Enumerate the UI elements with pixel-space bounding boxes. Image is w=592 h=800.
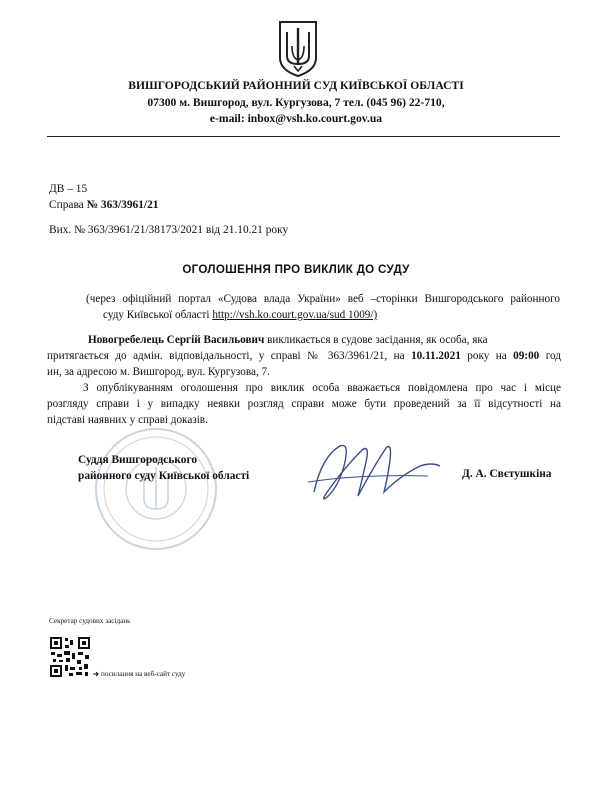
document-code: ДВ – 15 xyxy=(49,183,88,195)
notice-line-2: розгляду справи і у випадку неявки розгляд справи може бути проведений за її відсутності на xyxy=(47,398,561,410)
header-divider xyxy=(47,136,560,137)
notice-paragraph xyxy=(47,380,561,428)
subtitle-text: суду Київської області xyxy=(103,309,213,321)
subtitle-line-1: (через офіційний портал «Судова влада України» веб –сторінки Вишгородського районного xyxy=(86,293,560,305)
hearing-time: 09:00 xyxy=(513,350,540,362)
judge-title-line-1: Суддя Вишгородського xyxy=(78,454,198,466)
notice-line-3: підставі наявних у справі доказів. xyxy=(47,414,208,426)
page-title: ОГОЛОШЕННЯ ПРО ВИКЛИК ДО СУДУ xyxy=(182,263,410,276)
court-website-link[interactable]: http://vsh.ko.court.gov.ua/sud 1009/) xyxy=(212,309,378,321)
case-number: № 363/3961/21 xyxy=(86,199,159,211)
summoned-person: Новогребелець Сергій Васильович xyxy=(88,334,265,346)
qr-code-icon[interactable] xyxy=(49,636,91,678)
hearing-date: 10.11.2021 xyxy=(411,350,461,362)
summons-line-1: Новогребелець Сергій Васильович викликається в судове засідання, як особа, яка xyxy=(88,334,488,346)
website-link-label[interactable]: посилання на веб-сайт суду xyxy=(101,670,186,678)
case-label: Справа xyxy=(49,199,87,211)
link-arrow-icon xyxy=(92,670,100,678)
court-seal-icon xyxy=(92,425,220,553)
judge-title-line-2: районного суду Київської області xyxy=(78,470,250,482)
summons-line-2: притягається до адмін. відповідальності, у справі № 363/3961/21, на 10.11.2021 року на 09:00 год xyxy=(47,350,561,362)
secretary-label: Секретар судових засідань xyxy=(49,617,131,625)
court-address: 07300 м. Вишгород, вул. Кургузова, 7 тел. (045 96) 22-710, xyxy=(147,96,445,109)
court-name: ВИШГОРОДСЬКИЙ РАЙОННИЙ СУД КИЇВСЬКОЇ ОБЛАСТІ xyxy=(128,79,464,92)
judge-title xyxy=(78,452,249,484)
subtitle xyxy=(86,291,560,323)
trident-icon xyxy=(276,18,320,78)
signature-icon xyxy=(300,436,450,506)
judge-name: Д. А. Свєтушкіна xyxy=(462,468,552,480)
subtitle-line-2 xyxy=(86,307,560,323)
summons-line-3: ин, за адресою м. Вишгород, вул. Кургузова, 7. xyxy=(47,366,270,378)
notice-line-1: З опублікуванням оголошення про виклик особа вважається повідомлена про час і місце xyxy=(83,382,561,394)
case-reference xyxy=(49,199,158,211)
outgoing-reference: Вих. № 363/3961/21/38173/2021 від 21.10.21 року xyxy=(49,224,289,236)
court-email: e-mail: inbox@vsh.ko.court.gov.ua xyxy=(209,112,383,125)
summons-paragraph xyxy=(47,332,561,380)
